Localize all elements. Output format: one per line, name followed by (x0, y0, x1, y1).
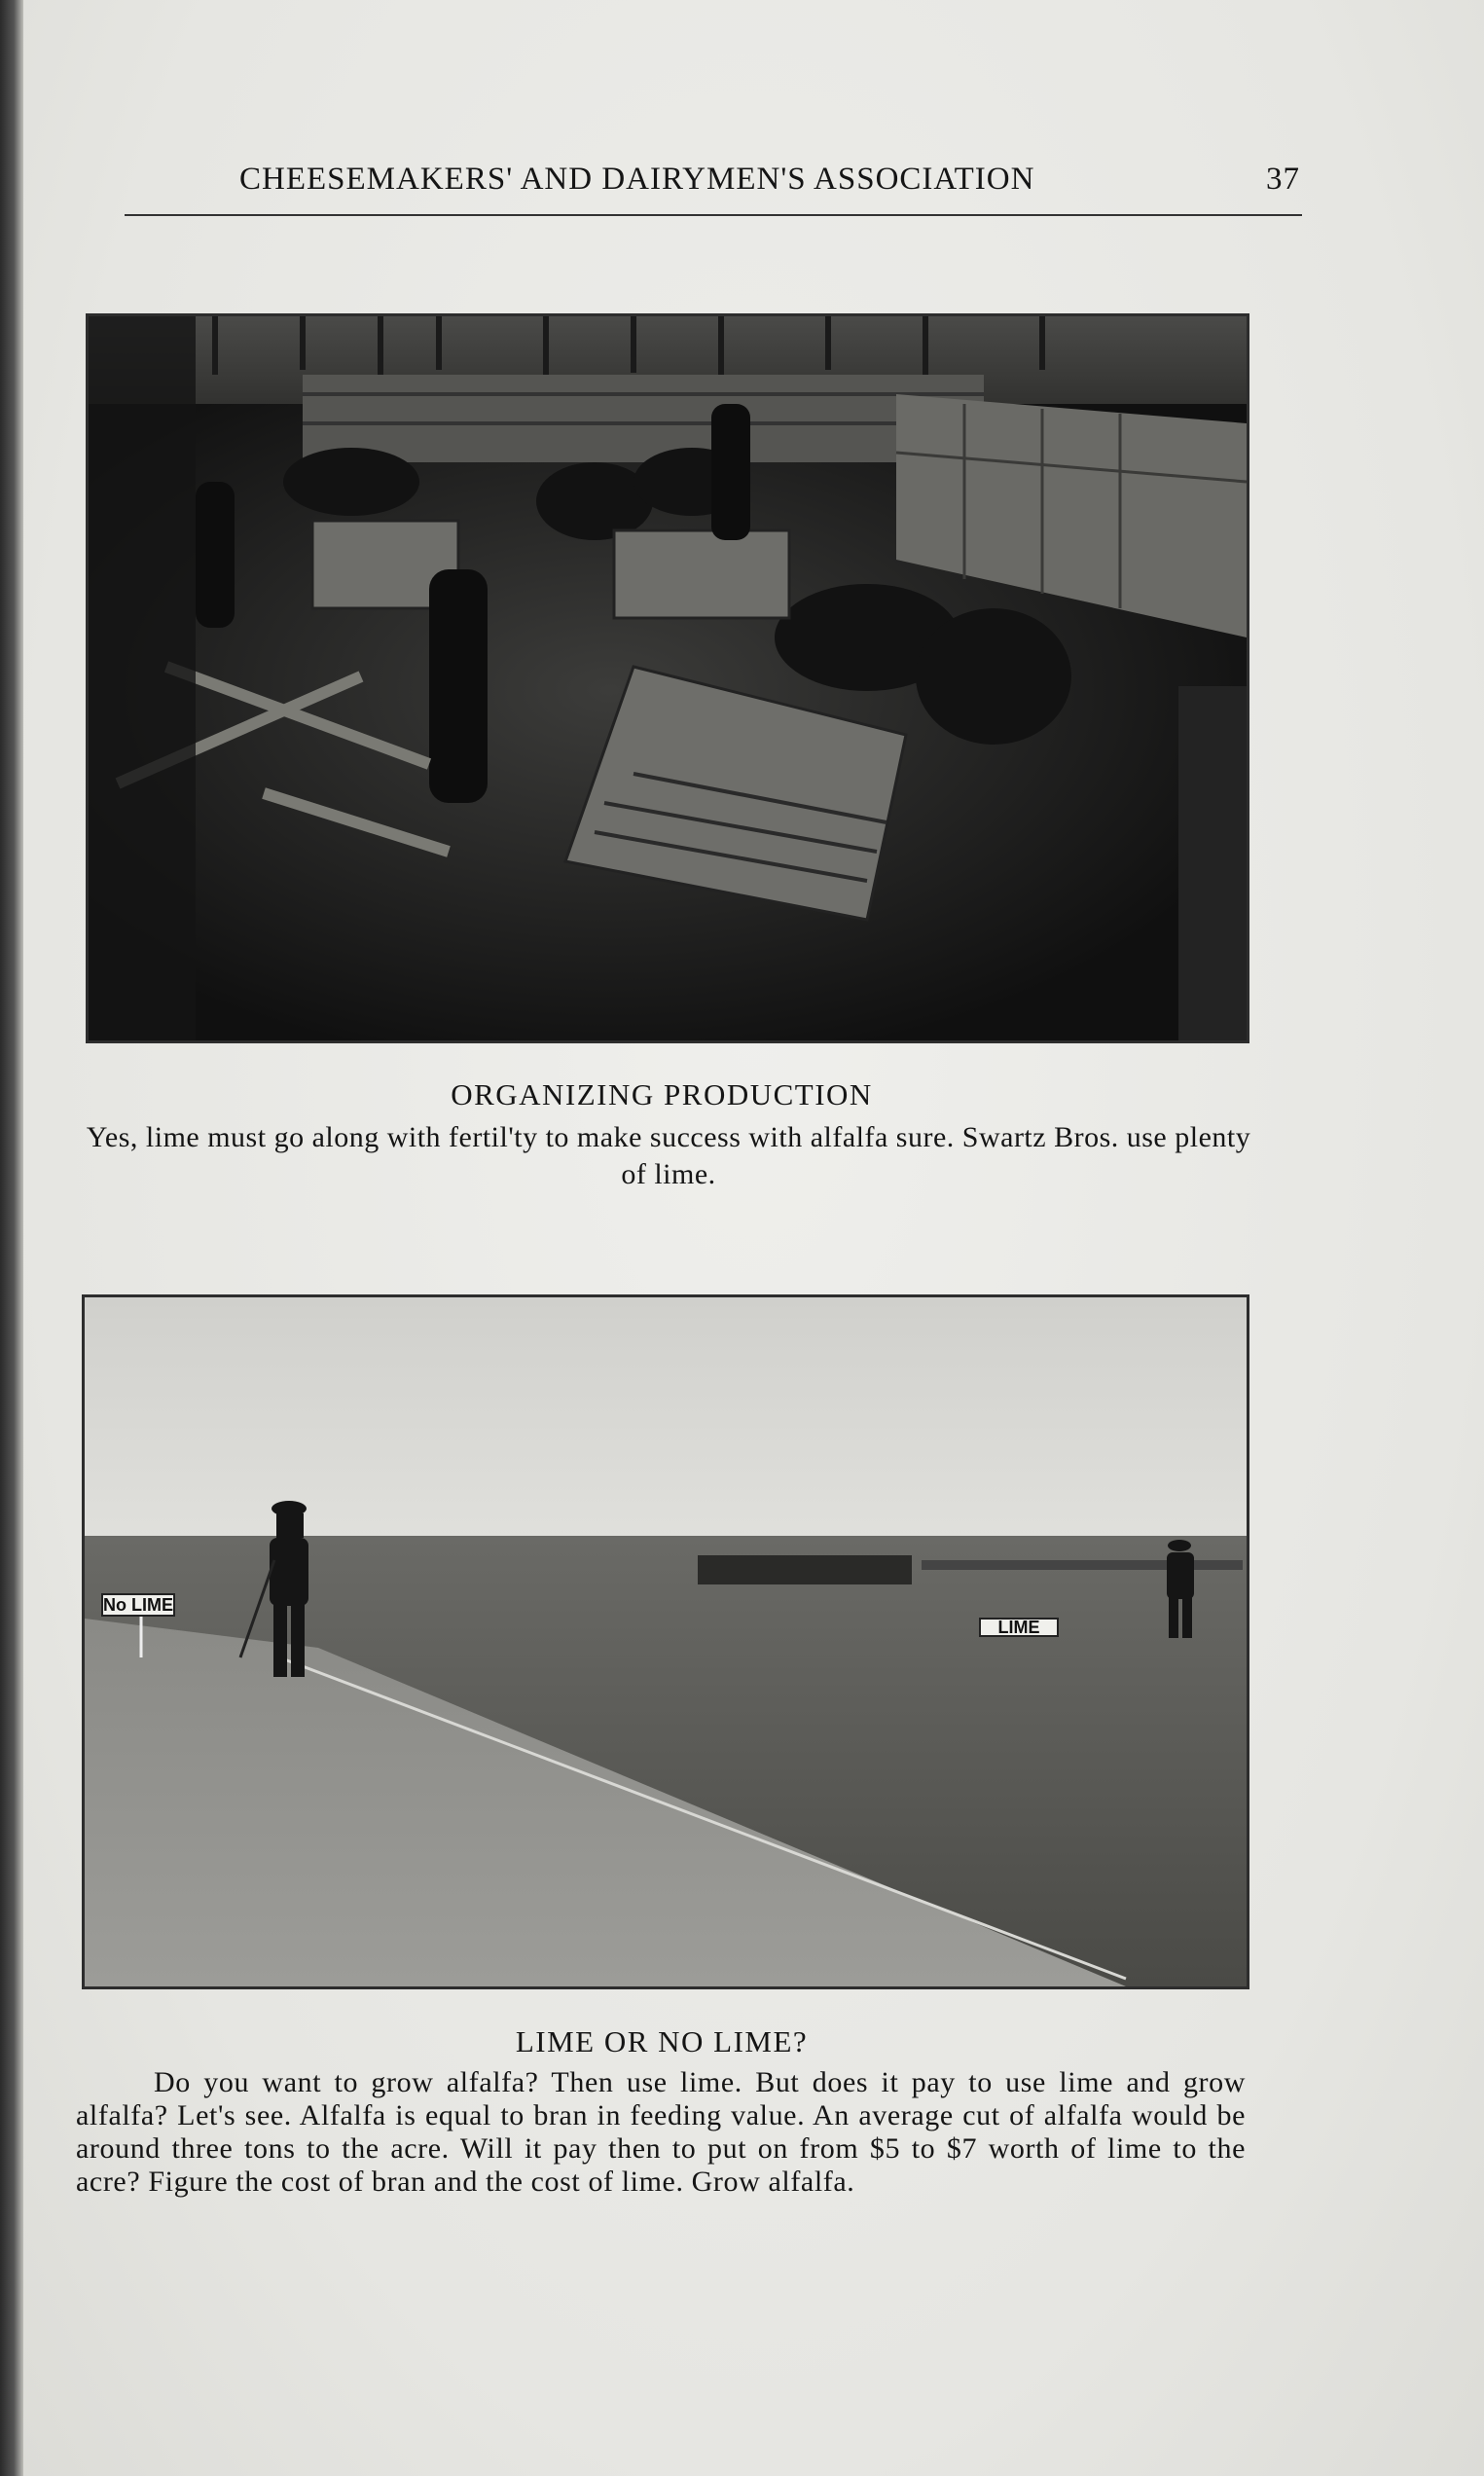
figure2-caption-title: LIME OR NO LIME? (515, 2024, 809, 2058)
figure1-caption-title: ORGANIZING PRODUCTION (451, 1077, 873, 1111)
page-number: 37 (1266, 162, 1300, 197)
book-spine (0, 0, 23, 2476)
figure1-caption-text: Yes, lime must go along with fertil'ty to make success with alfalfa sure. Swartz Bros. use plenty of lime. (86, 1121, 1251, 1190)
running-head-title: CHEESEMAKERS' AND DAIRYMEN'S ASSOCIATION (239, 162, 1035, 197)
sign-no-lime: No LIME (103, 1595, 173, 1615)
photo-lime-or-no-lime (82, 1294, 1249, 1989)
barnyard-photo (89, 316, 1247, 1040)
field-photo (85, 1297, 1247, 1986)
photo-organizing-production (86, 313, 1249, 1043)
running-head (239, 162, 1300, 204)
sign-lime: LIME (997, 1618, 1040, 1637)
header-rule (125, 214, 1302, 216)
figure2-caption-text: Do you want to grow alfalfa? Then use lime. But does it pay to use lime and grow alfalfa? Let's see. Alfalfa is equal to bran in feeding value. An average cut of alfalfa would be around three tons to the acre. Will it pay then to put on from $5 to $7 worth of lime to the acre? Figure the cost of bran and the cost of lime. Grow alfalfa. (76, 2066, 1246, 2198)
